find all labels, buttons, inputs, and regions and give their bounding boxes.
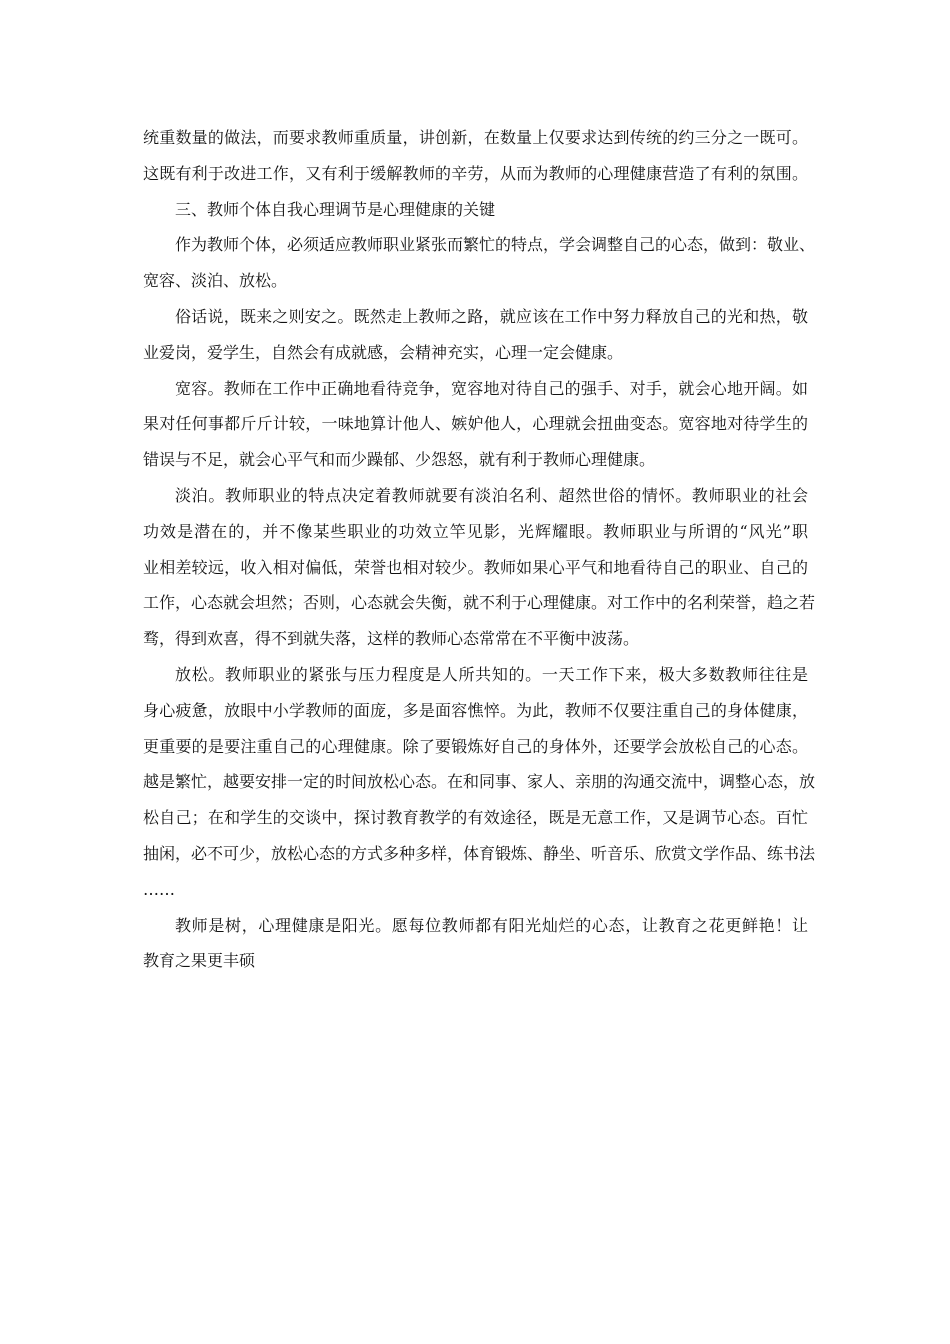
text-line: 这既有利于改进工作，又有利于缓解教师的辛劳，从而为教师的心理健康营造了有利的氛围。 <box>143 163 808 183</box>
text-line: 更重要的是要注重自己的心理健康。除了要锻炼好自己的身体外，还要学会放松自己的心态。 <box>143 736 808 756</box>
text-line: 宽容、淡泊、放松。 <box>143 271 288 291</box>
text-line: 果对任何事都斤斤计较，一味地算计他人、嫉妒他人，心理就会扭曲变态。宽容地对待学生的 <box>143 414 808 434</box>
text-line: 放松。教师职业的紧张与压力程度是人所共知的。一天工作下来，极大多数教师往往是 <box>175 664 808 684</box>
text-line: 错误与不足，就会心平气和而少躁郁、少怨怒，就有利于教师心理健康。 <box>143 450 656 470</box>
text-line: 宽容。教师在工作中正确地看待竞争，宽容地对待自己的强手、对手，就会心地开阔。如 <box>175 378 808 398</box>
text-line: 身心疲惫，放眼中小学教师的面庞，多是面容憔悴。为此，教师不仅要注重自己的身体健康， <box>143 700 808 720</box>
text-line: 松自己；在和学生的交谈中，探讨教育教学的有效途径，既是无意工作，又是调节心态。百忙 <box>143 808 808 828</box>
document-body <box>143 120 816 979</box>
text-line: 工作，心态就会坦然；否则，心态就会失衡，就不利于心理健康。对工作中的名利荣誉，趋之若 <box>143 593 816 613</box>
text-line: 作为教师个体，必须适应教师职业紧张而繁忙的特点，学会调整自己的心态，做到：敬业、 <box>175 235 816 255</box>
text-line: 骛，得到欢喜，得不到就失落，这样的教师心态常常在不平衡中波荡。 <box>143 629 640 649</box>
text-line: 抽闲，必不可少，放松心态的方式多种多样，体育锻炼、静坐、听音乐、欣赏文学作品、练书法 <box>143 843 816 863</box>
text-line: 业爱岗，爱学生，自然会有成就感，会精神充实，心理一定会健康。 <box>143 342 624 362</box>
text-line: 淡泊。教师职业的特点决定着教师就要有淡泊名利、超然世俗的情怀。教师职业的社会 <box>175 485 808 505</box>
text-line: 业相差较远，收入相对偏低，荣誉也相对较少。教师如果心平气和地看待自己的职业、自己的 <box>143 557 808 577</box>
text-line: 俗话说，既来之则安之。既然走上教师之路，就应该在工作中努力释放自己的光和热，敬 <box>175 306 808 326</box>
text-line: 功效是潜在的，并不像某些职业的功效立竿见影，光辉耀眼。教师职业与所谓的“风光”职 <box>143 521 808 541</box>
text-line: …… <box>143 879 175 899</box>
text-line: 教育之果更丰硕 <box>143 951 256 971</box>
text-line: 越是繁忙，越要安排一定的时间放松心态。在和同事、家人、亲朋的沟通交流中，调整心态，放 <box>143 772 816 792</box>
text-line: 统重数量的做法，而要求教师重质量，讲创新，在数量上仅要求达到传统的约三分之一既可。 <box>143 128 808 147</box>
text-line: 教师是树，心理健康是阳光。愿每位教师都有阳光灿烂的心态，让教育之花更鲜艳！让 <box>175 915 808 935</box>
text-line: 三、教师个体自我心理调节是心理健康的关键 <box>175 199 496 219</box>
